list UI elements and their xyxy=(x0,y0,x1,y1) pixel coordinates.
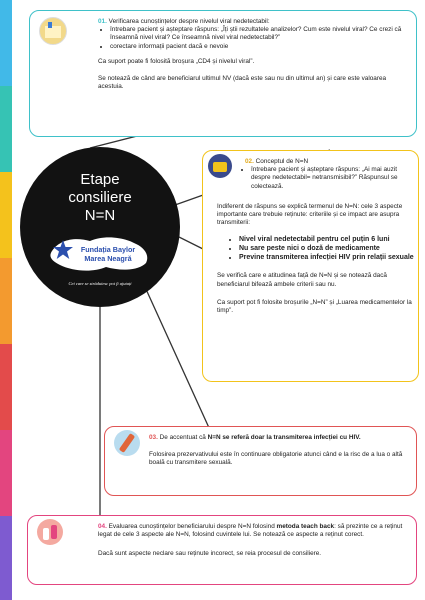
step-card-2 xyxy=(202,150,419,382)
step-2-heading: Conceptul de N=N xyxy=(255,158,309,165)
step-3-illustration xyxy=(114,430,140,456)
list-item: • Nivel viral nedetectabil pentru cel puțin 6 luni xyxy=(239,235,415,244)
circle-title: Etape consiliere N=N xyxy=(68,171,132,224)
step-1-content: 01. Verificarea cunoștințelor despre nivelul viral nedetectabil: • întrebare pacient și așteptare răspuns: „Îți știi rezultatele analizelor? Cum este nivelul viral? Ce crezi că înseamnă nivel viral? Ce înseamnă nivel viral nedetectabil?” • corectare informații pacient dacă e nevoie Ca suport poate fi folosită broșura „CD4 și nivelul viral”. Se notează de când are beneficiarul ultimul NV (dacă este sau nu din ultimul an) și care este valoarea acestuia. xyxy=(98,18,410,91)
step-2-criteria xyxy=(217,235,415,262)
step-3-content: 03. De accentuat că N=N se referă doar la transmiterea infecției cu HIV. Folosirea prezervativului este în continuare obligatorie atunci când e la risc de a lua o altă boală cu transmitere sexuală. xyxy=(149,434,411,468)
central-circle xyxy=(20,147,180,307)
step-card-3 xyxy=(104,426,417,496)
list-item: • întrebare pacient și așteptare răspuns: „Ai mai auzit despre nedetectabil= netransmisibil?” Răspunsul se colectează. xyxy=(251,166,415,191)
list-item: • corectare informații pacient dacă e nevoie xyxy=(110,43,410,51)
step-2-content: 02. Conceptul de N=N • întrebare pacient și așteptare răspuns: „Ai mai auzit despre nedetectabil= netransmisibil?” Răspunsul se colectează. Indiferent de răspuns se explică termenul de N=N: cele 3 aspecte importante care trebuie reținute: criteriile și ce impact are asupra transmiterii: • Nivel viral nedetectabil pentru cel puțin 6 luni • Nu sare peste nici o doză de medicamente • Previne transmiterea infecției HIV prin relații sexuale Se verifică care e atitudinea față de N=N și se notează dacă beneficiarul bifează ambele criterii sau nu. Ca suport pot fi folosite broșurile „N=N” și „Luarea medicamentelor la timp”. xyxy=(217,158,415,315)
step-2-paragraph-2: Se verifică care e atitudinea față de N=N și se notează dacă beneficiarul bifează ambele criterii sau nu. xyxy=(217,272,387,288)
step-2-bullets xyxy=(217,166,415,191)
circle-tagline: Cei care se străduiesc pot fi ajutați xyxy=(68,281,132,286)
step-1-paragraph-1: Ca suport poate fi folosită broșura „CD4 și nivelul viral”. xyxy=(98,57,255,65)
step-card-4 xyxy=(27,515,417,585)
step-1-bullets xyxy=(98,26,410,51)
step-1-illustration xyxy=(39,17,67,45)
step-4-content: 04. Evaluarea cunoștințelor beneficiarului despre N=N folosind metoda teach back: să prezinte ce a reținut legat de cele 3 aspecte ale N=N, folosind cuvintele lui. Se notează ce aspecte a reținut corect. Dacă sunt aspecte neclare sau reținute incorect, se reia procesul de consiliere. xyxy=(98,523,410,559)
step-1-paragraph-2: Se notează de când are beneficiarul ultimul NV (dacă este sau nu din ultimul an) și care este valoarea acestuia. xyxy=(98,75,387,91)
step-4-paragraph: Dacă sunt aspecte neclare sau reținute incorect, se reia procesul de consiliere. xyxy=(98,550,322,558)
step-4-emphasis: metoda teach back xyxy=(276,523,335,530)
list-item: • întrebare pacient și așteptare răspuns: „Îți știi rezultatele analizelor? Cum este nivelul viral? Ce crezi că înseamnă nivel viral? Ce înseamnă nivel viral nedetectabil?” xyxy=(110,26,410,42)
step-card-1 xyxy=(29,10,417,137)
step-2-paragraph-1: Indiferent de răspuns se explică termenul de N=N: cele 3 aspecte importante care trebuie reținute: criteriile și ce impact are asupra transmiterii: xyxy=(217,202,403,227)
step-4-illustration xyxy=(37,519,63,545)
step-3-paragraph: Folosirea prezervativului este în continuare obligatorie atunci când e la risc de a lua o altă boală cu transmitere sexuală. xyxy=(149,451,403,467)
logo-text: Fundația Baylor Marea Neagră xyxy=(80,245,136,263)
list-item: • Previne transmiterea infecției HIV prin relații sexuale xyxy=(239,253,415,262)
step-2-paragraph-3: Ca suport pot fi folosite broșurile „N=N” și „Luarea medicamentelor la timp”. xyxy=(217,298,412,315)
list-item: • Nu sare peste nici o doză de medicamente xyxy=(239,244,415,253)
step-1-heading: Verificarea cunoștințelor despre nivelul viral nedetectabil: xyxy=(108,18,270,25)
step-3-emphasis: N=N se referă doar la transmiterea infecției cu HIV. xyxy=(207,434,361,441)
